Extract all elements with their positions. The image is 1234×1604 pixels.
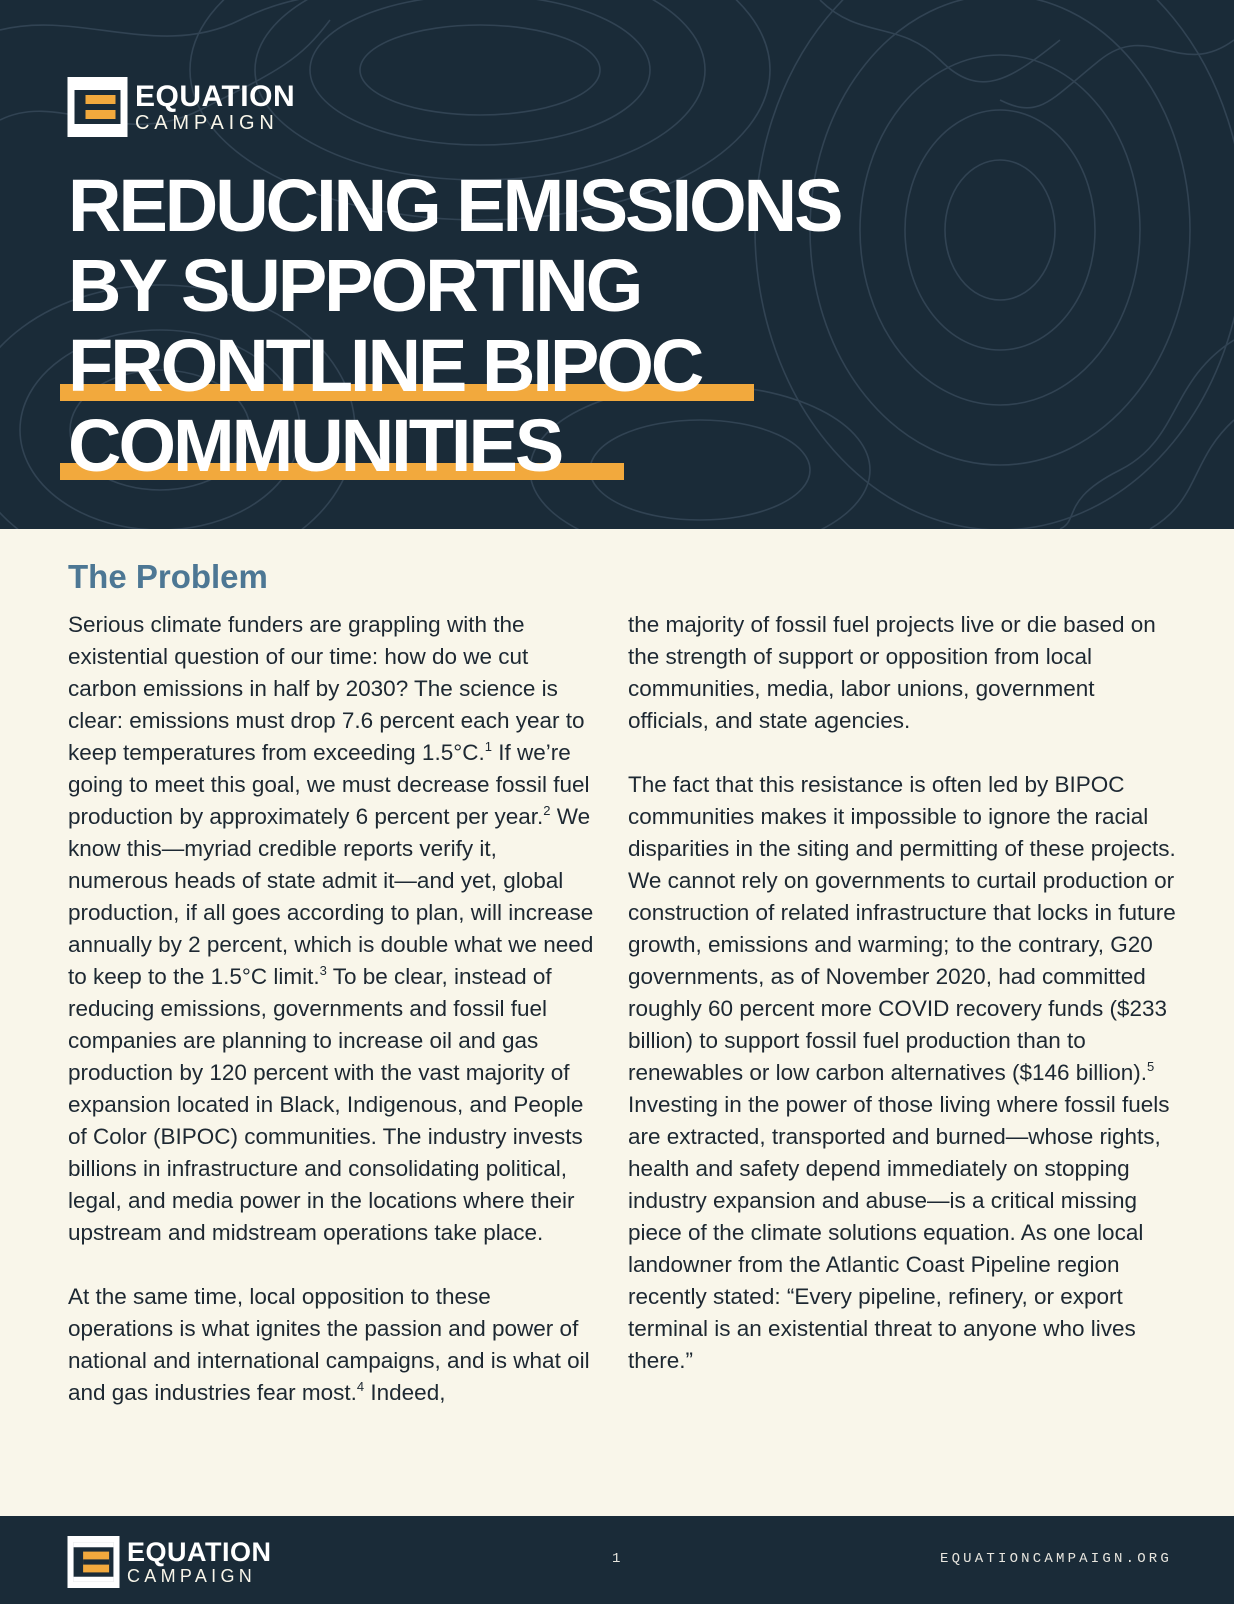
footnote-ref[interactable]: 4 bbox=[356, 1379, 365, 1394]
footnote-ref[interactable]: 3 bbox=[319, 963, 327, 978]
footnote-ref[interactable]: 1 bbox=[484, 739, 492, 754]
footnote-ref[interactable]: 2 bbox=[543, 803, 551, 818]
equation-logo-icon bbox=[67, 77, 128, 137]
paragraph: The fact that this resistance is often led by BIPOC communities makes it impossible to ignore the racial disparities in the siting and permitting of these projects. We cannot rely on governments to curtail production or construction of related infrastructure that locks in future growth, emissions and warming; to the contrary, G20 governments, as of November 2020, had committed roughly 60 percent more COVID recovery funds ($233 billion) to support fossil fuel production than to renewables or low carbon alternatives ($146 billion).$^5$ Investing in the power of those living where fossil fuels are extracted, transported and burned—whose rights, health and safety depend immediately on stopping industry expansion and abuse—is a critical missing piece of the climate solutions equation. As one local landowner from the Atlantic Coast Pipeline region recently stated: “Every pipeline, refinery, or export terminal is an existential threat to anyone who lives there.” bbox=[628, 772, 1176, 1373]
footer bbox=[0, 1516, 1234, 1604]
right-column bbox=[628, 609, 1178, 1409]
footnote-ref[interactable]: 5 bbox=[1147, 1059, 1155, 1074]
header-banner bbox=[0, 0, 1234, 529]
page-title bbox=[68, 166, 840, 486]
paragraph: the majority of fossil fuel projects live or die based on the strength of support or opposition from local communities, media, labor unions, government officials, and state agencies. bbox=[628, 612, 1156, 733]
left-column bbox=[68, 609, 596, 1441]
website-link[interactable]: EQUATIONCAMPAIGN.ORG bbox=[939, 1551, 1172, 1567]
logo-wordmark-bottom: CAMPAIGN bbox=[127, 1566, 257, 1586]
title-line-2: BY SUPPORTING bbox=[68, 244, 641, 327]
title-line-4: COMMUNITIES bbox=[68, 406, 840, 486]
logo-wordmark-top: EQUATION bbox=[135, 79, 296, 113]
logo-wordmark-top: EQUATION bbox=[127, 1537, 272, 1567]
paragraph: Serious climate funders are grappling with the existential question of our time: how do we cut carbon emissions in half by 2030? The science is clear: emissions must drop 7.6 percent each year to keep temperatures from exceeding 1.5°C.$^1$ If we’re going to meet this goal, we must decrease fossil fuel production by approximately 6 percent per year.$^2$ We know this—myriad credible reports verify it, numerous heads of state admit it—and yet, global production, if all goes according to plan, will increase annually by 2 percent, which is double what we need to keep to the 1.5°C limit.$^3$ To be clear, instead of reducing emissions, governments and fossil fuel companies are planning to increase oil and gas production by 120 percent with the vast majority of expansion located in Black, Indigenous, and People of Color (BIPOC) communities. The industry invests billions in infrastructure and consolidating political, legal, and media power in the locations where their upstream and midstream operations take place. bbox=[68, 612, 594, 1245]
section-heading: The Problem bbox=[68, 558, 268, 595]
page-number: 1 bbox=[612, 1551, 621, 1567]
equation-logo-icon bbox=[67, 1536, 120, 1588]
footer-logo bbox=[67, 1536, 272, 1588]
logo-wordmark-bottom: CAMPAIGN bbox=[135, 111, 279, 134]
paragraph: At the same time, local opposition to these operations is what ignites the passion and power of national and international campaigns, and is what oil and gas industries fear most.$^4$ Indeed, bbox=[68, 1284, 590, 1405]
title-line-1: REDUCING EMISSIONS bbox=[68, 164, 841, 247]
title-line-3: FRONTLINE BIPOC bbox=[68, 326, 840, 406]
brand-logo bbox=[67, 77, 295, 137]
